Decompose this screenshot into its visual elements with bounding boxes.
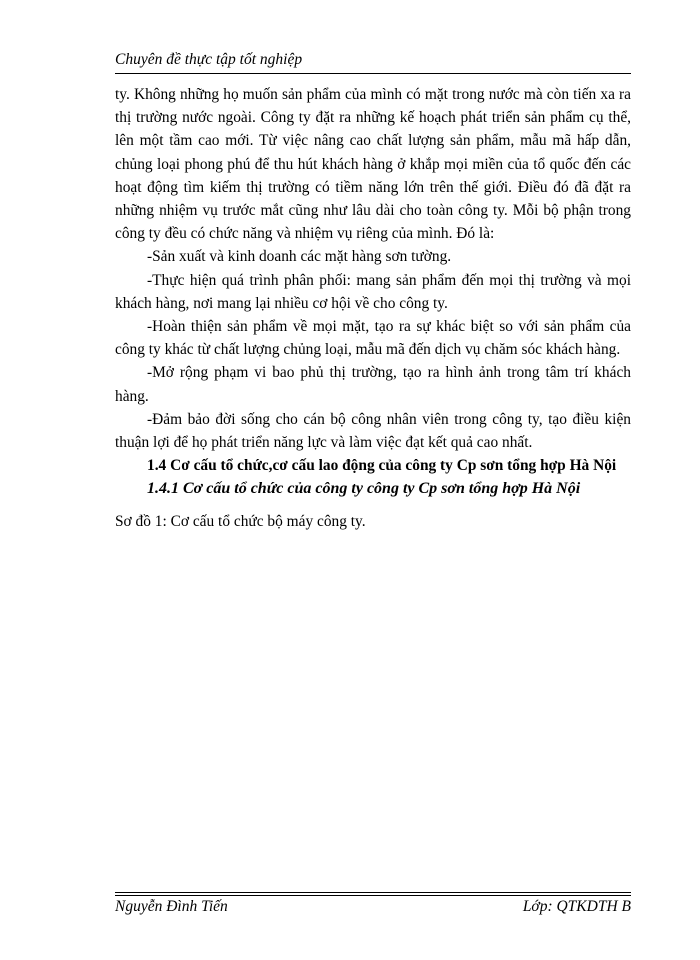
- footer-author: Nguyễn Đình Tiến: [115, 898, 228, 915]
- header-divider: [115, 73, 631, 74]
- page-header-title: Chuyên đề thực tập tốt nghiệp: [115, 51, 303, 68]
- list-item: -Đảm bảo đời sống cho cán bộ công nhân viên trong công ty, tạo điều kiện thuận lợi để họ phát triển năng lực và làm việc đạt kết quả cao nhất.: [115, 410, 631, 452]
- footer-class: Lớp: QTKDTH B: [522, 898, 631, 915]
- list-item: -Hoàn thiện sản phẩm về mọi mặt, tạo ra sự khác biệt so với sản phẩm của công ty khác từ chất lượng chủng loại, mẫu mã đến dịch vụ chăm sóc khách hàng.: [115, 318, 631, 359]
- section-heading-1-4-1: 1.4.1 Cơ cấu tổ chức của công ty công ty Cp sơn tổng hợp Hà Nội: [147, 480, 581, 498]
- footer-divider-bottom: [115, 895, 631, 896]
- list-item: -Thực hiện quá trình phân phối: mang sản phẩm đến mọi thị trường và mọi khách hàng, nơi mang lại nhiều cơ hội về cho công ty.: [115, 271, 631, 312]
- list-item: -Sản xuất và kinh doanh các mặt hàng sơn tường.: [147, 248, 452, 266]
- intro-paragraph: ty. Không những họ muốn sản phẩm của mình có mặt trong nước mà còn tiến xa ra thị trường nước ngoài. Công ty đặt ra những kế hoạch phát triển sản phẩm cụ thể, lên một tầm cao mới. Từ việc nâng cao chất lượng sản phẩm, mẫu mã hấp dẫn, chủng loại phong phú để thu hút khách hàng ở khắp mọi miền của tổ quốc đến các hoạt động tìm kiếm thị trường có tiềm năng lớn trên thế giới. Điều đó đã đặt ra những nhiệm vụ trước mắt cũng như lâu dài cho toàn công ty. Mỗi bộ phận trong công ty đều có chức năng và nhiệm vụ riêng của mình. Đó là:: [115, 86, 631, 243]
- document-body: [115, 83, 631, 533]
- section-heading-1-4: 1.4 Cơ cấu tổ chức,cơ cấu lao động của công ty Cp sơn tổng hợp Hà Nội: [147, 457, 617, 475]
- list-item: -Mở rộng phạm vi bao phủ thị trường, tạo ra hình ảnh trong tâm trí khách hàng.: [115, 364, 631, 405]
- footer-divider-top: [115, 892, 631, 893]
- diagram-caption: Sơ đồ 1: Cơ cấu tổ chức bộ máy công ty.: [115, 512, 366, 530]
